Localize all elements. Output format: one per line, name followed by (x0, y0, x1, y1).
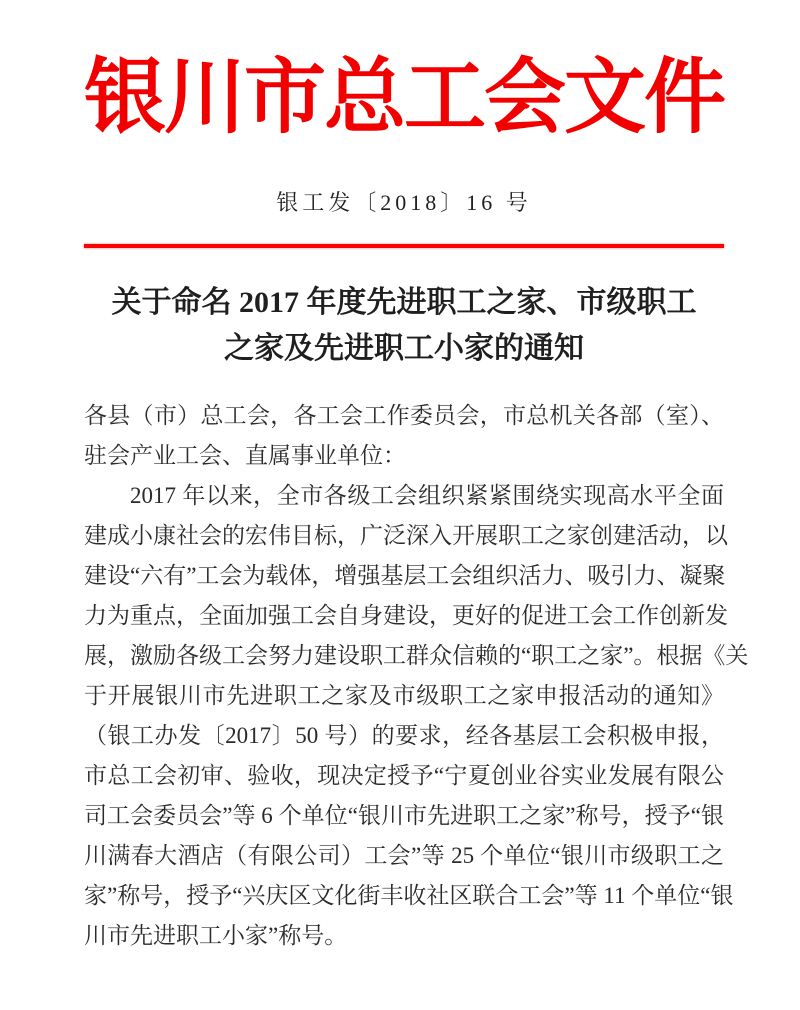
body-line-4: 力为重点，全面加强工会自身建设，更好的促进工会工作创新发 (84, 603, 728, 628)
body-line-10: 川满春大酒店（有限公司）工会”等 25 个单位“银川市级职工之 (84, 843, 724, 868)
document-number: 银工发〔2018〕16 号 (276, 190, 532, 215)
body-line-1: 2017 年以来，全市各级工会组织紧紧围绕实现高水平全面 (130, 483, 724, 508)
document-org-title: 银川市总工会文件 (84, 52, 725, 143)
red-divider-line (84, 244, 724, 248)
document-title (84, 280, 724, 372)
salutation-line-1: 各县（市）总工会，各工会工作委员会，市总机关各部（室）、 (84, 403, 724, 428)
body-paragraph (84, 476, 749, 956)
body-line-2: 建成小康社会的宏伟目标，广泛深入开展职工之家创建活动，以 (84, 523, 728, 548)
document-content (84, 0, 749, 956)
document-title-line-1: 关于命名 2017 年度先进职工之家、市级职工 (111, 286, 697, 319)
body-line-6: 于开展银川市先进职工之家及市级职工之家申报活动的通知》 (84, 683, 724, 708)
document-title-line-2: 之家及先进职工小家的通知 (224, 332, 584, 365)
body-line-11: 家”称号，授予“兴庆区文化街丰收社区联合工会”等 11 个单位“银 (84, 883, 734, 908)
body-line-3: 建设“六有”工会为载体，增强基层工会组织活力、吸引力、凝聚 (84, 563, 726, 588)
body-line-8: 市总工会初审、验收，现决定授予“宁夏创业谷实业发展有限公 (84, 763, 724, 788)
body-line-5: 展，激励各级工会努力建设职工群众信赖的“职工之家”。根据《关 (84, 643, 749, 668)
body-line-7: （银工办发〔2017〕50 号）的要求，经各基层工会积极申报， (84, 723, 724, 748)
salutation-line-2: 驻会产业工会、直属事业单位： (84, 443, 406, 468)
body-line-12: 川市先进职工小家”称号。 (84, 923, 348, 948)
body-line-9: 司工会委员会”等 6 个单位“银川市先进职工之家”称号，授予“银 (84, 803, 724, 828)
salutation (84, 396, 724, 476)
